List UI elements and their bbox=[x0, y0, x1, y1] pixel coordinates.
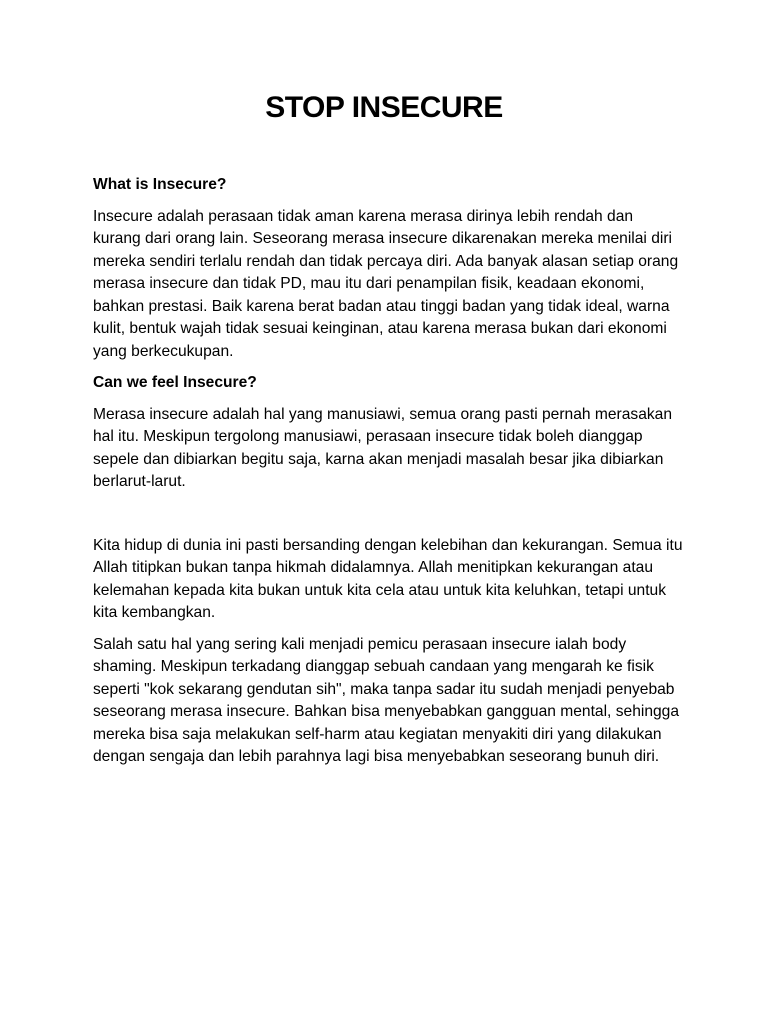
paragraph-body-shaming: Salah satu hal yang sering kali menjadi pemicu perasaan insecure ialah body shaming. Meskipun terkadang dianggap sebuah candaan yang mengarah ke fisik seperti "kok sekarang gendutan sih", maka tanpa sadar itu sudah menjadi penyebab seseorang merasa insecure. Bahkan bisa menyebabkan gangguan mental, sehingga mereka bisa saja melakukan self-harm atau kegiatan menyakiti diri yang dilakukan dengan sengaja dan lebih parahnya lagi bisa menyebabkan seseorang bunuh diri. bbox=[93, 635, 680, 765]
section-heading-what-is-insecure: What is Insecure? bbox=[93, 176, 227, 193]
paragraph-spacer bbox=[93, 503, 683, 535]
document-body bbox=[93, 174, 683, 778]
paragraph-strengths-weaknesses: Kita hidup di dunia ini pasti bersanding dengan kelebihan dan kekurangan. Semua itu Allah titipkan bukan tanpa hikmah didalamnya. Allah menitipkan kekurangan atau kelemahan kepada kita bukan untuk kita cela atau untuk kita keluhkan, tetapi untuk kita kembangkan. bbox=[93, 536, 683, 621]
section-paragraph-what-is-insecure: Insecure adalah perasaan tidak aman karena merasa dirinya lebih rendah dan kurang dari orang lain. Seseorang merasa insecure dikarenakan mereka menilai diri mereka sendiri terlalu rendah dan tidak percaya diri. Ada banyak alasan setiap orang merasa insecure dan tidak PD, mau itu dari penampilan fisik, keadaan ekonomi, bahkan prestasi. Baik karena berat badan atau tinggi badan yang tidak ideal, warna kulit, bentuk wajah tidak sesuai keinginan, atau karena merasa bukan dari ekonomi yang berkecukupan. bbox=[93, 207, 679, 360]
section-heading-can-we-feel-insecure: Can we feel Insecure? bbox=[93, 374, 257, 391]
document-title: STOP INSECURE bbox=[265, 91, 503, 124]
section-paragraph-can-we-feel-insecure: Merasa insecure adalah hal yang manusiawi, semua orang pasti pernah merasakan hal itu. Meskipun tergolong manusiawi, perasaan insecure tidak boleh dianggap sepele dan dibiarkan begitu saja, karna akan menjadi masalah besar jika dibiarkan berlarut-larut. bbox=[93, 405, 673, 490]
